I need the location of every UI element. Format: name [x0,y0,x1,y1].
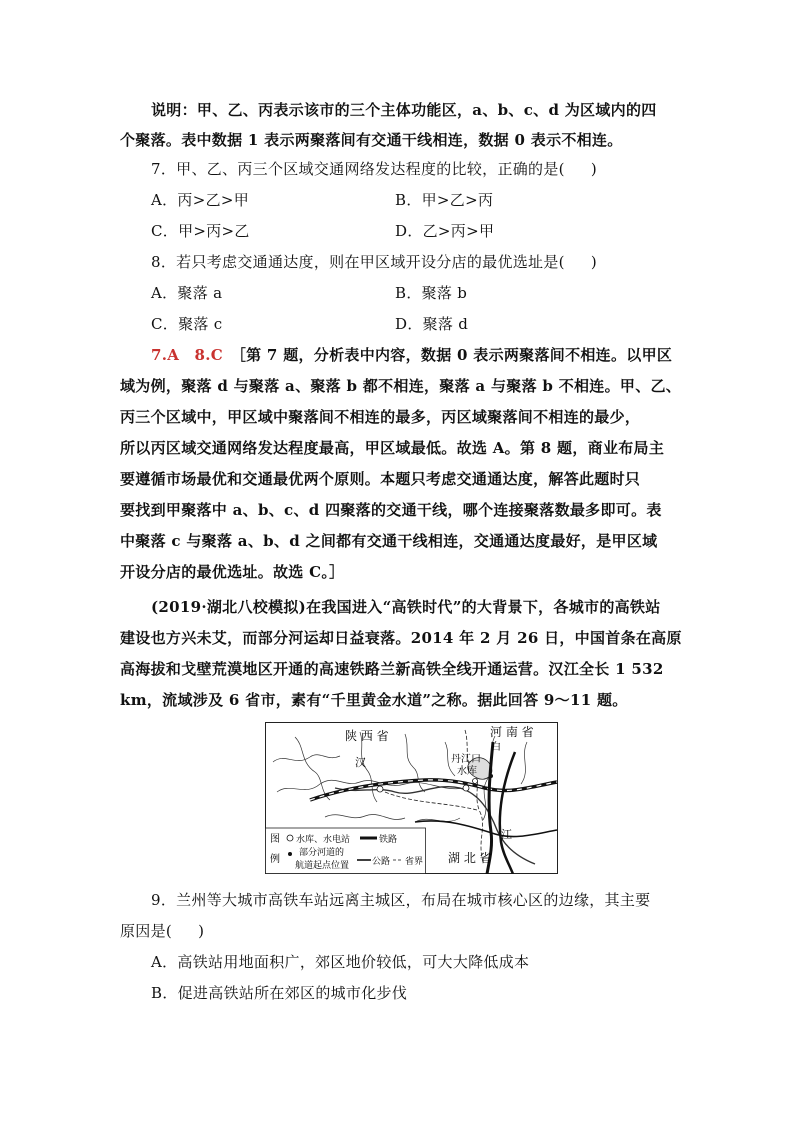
answer-line-8: 开设分店的最优选址。故选 C。］ [120,563,345,581]
question-7-close: ) [590,160,597,178]
label-danjiangkou-2: 水库 [457,766,477,777]
question-7-option-b: B．甲>乙>丙 [395,191,494,209]
hydro-station-icon [473,779,478,784]
question-8-option-b: B．聚落 b [395,284,468,302]
legend-navigation-2: 航道起点位置 [295,861,350,871]
question-8-text: 8．若只考虑交通通达度，则在甲区域开设分店的最优选址是( [151,253,565,271]
question-7-stem [151,159,597,179]
answer-line-3: 丙三个区域中，甲区域中聚落间不相连的最多，丙区域聚落间不相连的最少， [120,408,641,426]
answer-line-2: 域为例，聚落 d 与聚落 a、聚落 b 都不相连，聚落 a 与聚落 b 不相连。甲、乙、 [120,377,682,395]
navigation-start-marker [489,774,493,778]
answer-line-5: 要遵循市场最优和交通最优两个原则。本题只考虑交通通达度，解答此题时只 [120,470,641,488]
label-bai: 白 [491,742,501,753]
legend-railway: 铁路 [379,835,398,845]
answer-line-6: 要找到甲聚落中 a、b、c、d 四聚落的交通干线，哪个连接聚落数最多即可。表 [120,501,662,519]
passage-line-1: (2019·湖北八校模拟)在我国进入“高铁时代”的大背景下，各城市的高铁站 [151,598,661,616]
hydro-station-icon [377,786,383,792]
label-henan: 河 南 省 [490,725,534,739]
question-8-stem [151,252,597,272]
question-9-text: 原因是( [120,922,173,940]
answer-key: 7.A 8.C [151,346,223,364]
legend-navigation-1: 部分河道的 [299,848,345,858]
question-9-stem-2 [120,921,204,941]
question-8-close: ) [590,253,597,271]
legend-title-2: 例 [270,854,280,865]
legend-reservoir: 水库、水电站 [296,835,351,845]
hanjiang-map [265,722,558,874]
navigation-start-icon [489,774,493,778]
intro-line-2: 个聚落。表中数据 1 表示两聚落间有交通干线相连，数据 0 表示不相连。 [120,131,623,149]
label-jiang: 江 [501,828,512,841]
legend-navigation-icon [288,852,292,856]
question-9-stem-1: 9．兰州等大城市高铁车站远离主城区，布局在城市核心区的边缘，其主要 [151,891,651,909]
map-legend [266,828,426,874]
question-7-text: 7．甲、乙、丙三个区域交通网络发达程度的比较，正确的是( [151,160,565,178]
answer-line-4: 所以丙区域交通网络发达程度最高，甲区域最低。故选 A。第 8 题，商业布局主 [120,439,665,457]
answer-text-1: ［第 7 题，分析表中内容，数据 0 表示两聚落间不相连。以甲区 [238,346,673,364]
legend-reservoir-icon [287,835,293,841]
question-9-option-a: A．高铁站用地面积广，郊区地价较低，可大大降低成本 [151,953,530,971]
question-9-option-b: B．促进高铁站所在郊区的城市化步伐 [151,984,408,1002]
label-danjiangkou-1: 丹江口 [451,754,481,765]
passage-line-3: 高海拔和戈壁荒漠地区开通的高速铁路兰新高铁全线开通运营。汉江全长 1 532 [120,660,664,678]
legend-highway: 公路 [372,857,391,867]
question-7-option-c: C．甲>丙>乙 [151,222,250,240]
legend-border: 省界 [405,857,424,867]
label-hubei: 湖 北 省 [448,851,492,865]
passage-line-4: km，流域涉及 6 省市，素有“千里黄金水道”之称。据此回答 9～11 题。 [120,691,628,709]
label-shaanxi: 陕 西 省 [345,729,389,743]
intro-line-1: 说明：甲、乙、丙表示该市的三个主体功能区，a、b、c、d 为区域内的四 [151,101,657,119]
legend-title-1: 图 [270,834,280,845]
hydro-station-icon [463,785,469,791]
answer-line-1 [151,345,672,365]
passage-line-2: 建设也方兴未艾，而部分河运却日益衰落。2014 年 2 月 26 日，中国首条在高原 [120,629,682,647]
label-han: 汉 [355,756,366,769]
answer-line-7: 中聚落 c 与聚落 a、b、d 之间都有交通干线相连，交通通达度最好，是甲区域 [120,532,658,550]
question-8-option-c: C．聚落 c [151,315,223,333]
question-8-option-a: A．聚落 a [151,284,223,302]
question-7-option-a: A．丙>乙>甲 [151,191,250,209]
question-9-close: ) [198,922,205,940]
question-8-option-d: D．聚落 d [395,315,469,333]
question-7-option-d: D．乙>丙>甲 [395,222,495,240]
